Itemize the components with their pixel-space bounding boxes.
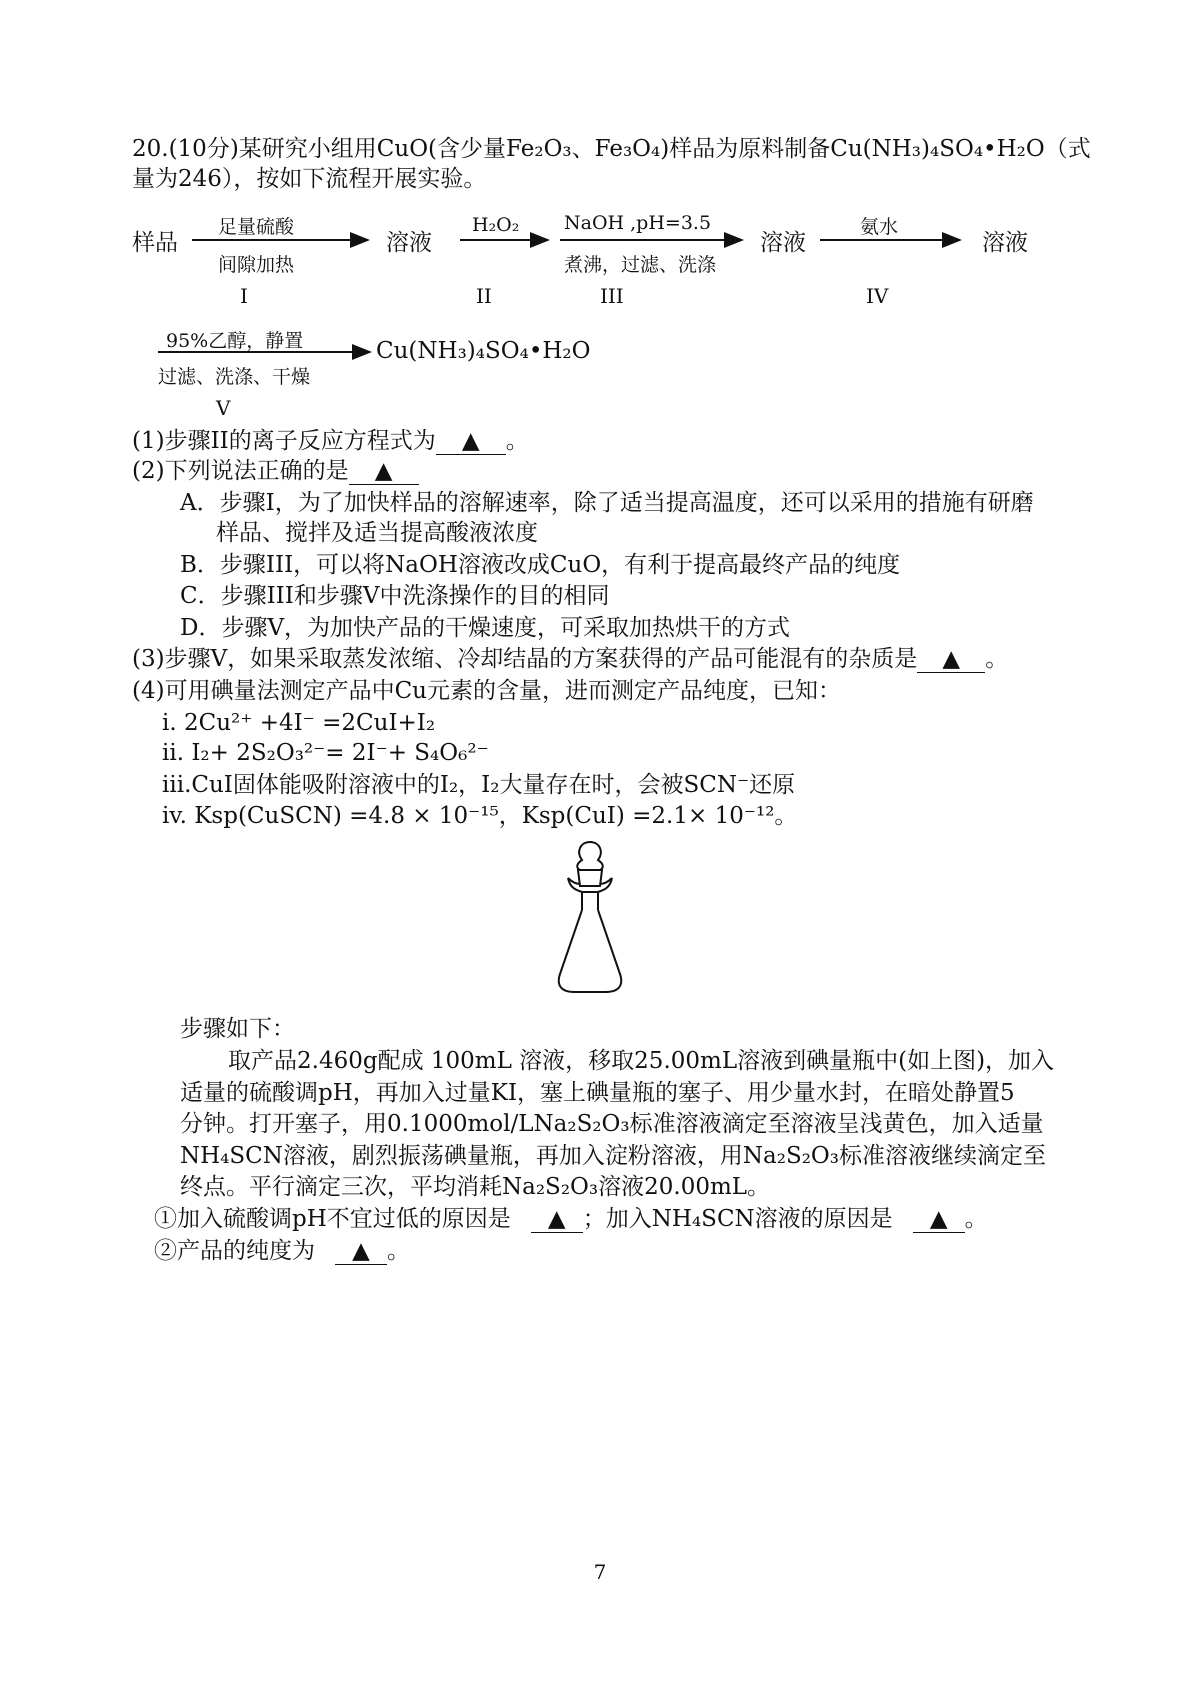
flow-product: Cu(NH₃)₄SO₄•H₂O <box>376 338 591 364</box>
procedure-line-5: 终点。平行滴定三次，平均消耗Na₂S₂O₃溶液20.00mL。 <box>180 1174 771 1200</box>
q4-sub2-line <box>154 1236 410 1266</box>
procedure-line-1: 取产品2.460g配成 100mL 溶液，移取25.00mL溶液到碘量瓶中(如上图)，加入 <box>228 1048 1055 1074</box>
q4-known-i: i. 2Cu²⁺ +4I⁻ =2CuI+I₂ <box>162 710 436 736</box>
q2-answer-blank[interactable]: ▲ <box>349 458 419 485</box>
question-intro-line-1: 20.(10分)某研究小组用CuO(含少量Fe₂O₃、Fe₃O₄)样品为原料制备Cu(NH₃)₄SO₄•H₂O（式 <box>132 136 1091 162</box>
q2-option-a-line-1: A．步骤I，为了加快样品的溶解速率，除了适当提高温度，还可以采用的措施有研磨 <box>180 490 1034 516</box>
q4-sub1-end: 。 <box>964 1206 988 1232</box>
question-intro-line-2: 量为246），按如下流程开展实验。 <box>132 166 487 192</box>
q2-option-c: C．步骤III和步骤V中洗涤操作的目的相同 <box>180 583 610 609</box>
step3-condition: 煮沸，过滤、洗涤 <box>564 254 717 276</box>
step5-condition: 过滤、洗涤、干燥 <box>158 366 311 388</box>
iodine-flask-icon <box>540 838 640 998</box>
q4-sub2-text: ②产品的纯度为 <box>154 1238 315 1264</box>
q3-end: 。 <box>985 646 1009 672</box>
flow-start-sample: 样品 <box>132 230 178 256</box>
q4-sub1-text-b: ；加入NH₄SCN溶液的原因是 <box>582 1206 893 1232</box>
flow-node-solution-2: 溶液 <box>760 230 806 256</box>
flow-node-solution-3: 溶液 <box>982 230 1028 256</box>
step4-label: IV <box>866 284 889 308</box>
q3-line <box>132 644 1008 674</box>
q4-sub2-answer-blank[interactable]: ▲ <box>335 1238 387 1265</box>
q1-answer-blank[interactable]: ▲ <box>436 428 506 455</box>
q3-answer-blank[interactable]: ▲ <box>917 646 985 673</box>
q4-known-iv: iv. Ksp(CuSCN) =4.8 × 10⁻¹⁵，Ksp(CuI) =2.1× 10⁻¹²。 <box>162 803 798 829</box>
q1-end: 。 <box>505 428 529 454</box>
step2-label: II <box>476 284 492 308</box>
q4-known-iii: iii.CuI固体能吸附溶液中的I₂，I₂大量存在时，会被SCN⁻还原 <box>162 772 796 798</box>
process-flow-diagram <box>0 0 1200 420</box>
q4-sub1-answer-blank-1[interactable]: ▲ <box>531 1206 583 1233</box>
q4-sub1-line <box>154 1204 988 1234</box>
q4-known-ii: ii. I₂+ 2S₂O₃²⁻= 2I⁻+ S₄O₆²⁻ <box>162 740 489 766</box>
step5-reagent: 95%乙醇，静置 <box>166 330 304 352</box>
q4-sub1-answer-blank-2[interactable]: ▲ <box>913 1206 965 1233</box>
q2-option-b: B．步骤III，可以将NaOH溶液改成CuO，有利于提高最终产品的纯度 <box>180 552 901 578</box>
procedure-line-4: NH₄SCN溶液，剧烈振荡碘量瓶，再加入淀粉溶液，用Na₂S₂O₃标准溶液继续滴定至 <box>180 1143 1046 1169</box>
q2-option-d: D．步骤V，为加快产品的干燥速度，可采取加热烘干的方式 <box>180 615 791 641</box>
step3-label: III <box>600 284 624 308</box>
step5-label: V <box>216 396 231 420</box>
q2-option-a-line-2: 样品、搅拌及适当提高酸液浓度 <box>216 520 538 546</box>
step1-label: I <box>240 284 248 308</box>
procedure-line-3: 分钟。打开塞子，用0.1000mol/LNa₂S₂O₃标准溶液滴定至溶液呈浅黄色，加入适量 <box>180 1111 1044 1137</box>
q4-sub1-text-a: ①加入硫酸调pH不宜过低的原因是 <box>154 1206 511 1232</box>
q4-sub2-end: 。 <box>387 1238 410 1264</box>
q1-line <box>132 426 529 456</box>
page-number: 7 <box>593 1560 607 1584</box>
step1-reagent: 足量硫酸 <box>218 216 295 238</box>
flow-node-solution-1: 溶液 <box>386 230 432 256</box>
q4-text: (4)可用碘量法测定产品中Cu元素的含量，进而测定产品纯度，已知： <box>132 678 841 704</box>
step4-reagent: 氨水 <box>860 216 899 238</box>
procedure-line-2: 适量的硫酸调pH，再加入过量KI，塞上碘量瓶的塞子、用少量水封，在暗处静置5 <box>180 1080 1015 1106</box>
flow-arrows <box>0 0 1200 420</box>
q3-text: (3)步骤V，如果采取蒸发浓缩、冷却结晶的方案获得的产品可能混有的杂质是 <box>132 646 918 672</box>
step1-condition: 间隙加热 <box>218 254 295 276</box>
q1-text: (1)步骤II的离子反应方程式为 <box>132 428 436 454</box>
step3-reagent: NaOH ,pH=3.5 <box>564 212 712 234</box>
steps-title: 步骤如下： <box>180 1016 295 1042</box>
step2-reagent: H₂O₂ <box>472 214 520 236</box>
q2-line <box>132 456 419 486</box>
q2-text: (2)下列说法正确的是 <box>132 458 349 484</box>
